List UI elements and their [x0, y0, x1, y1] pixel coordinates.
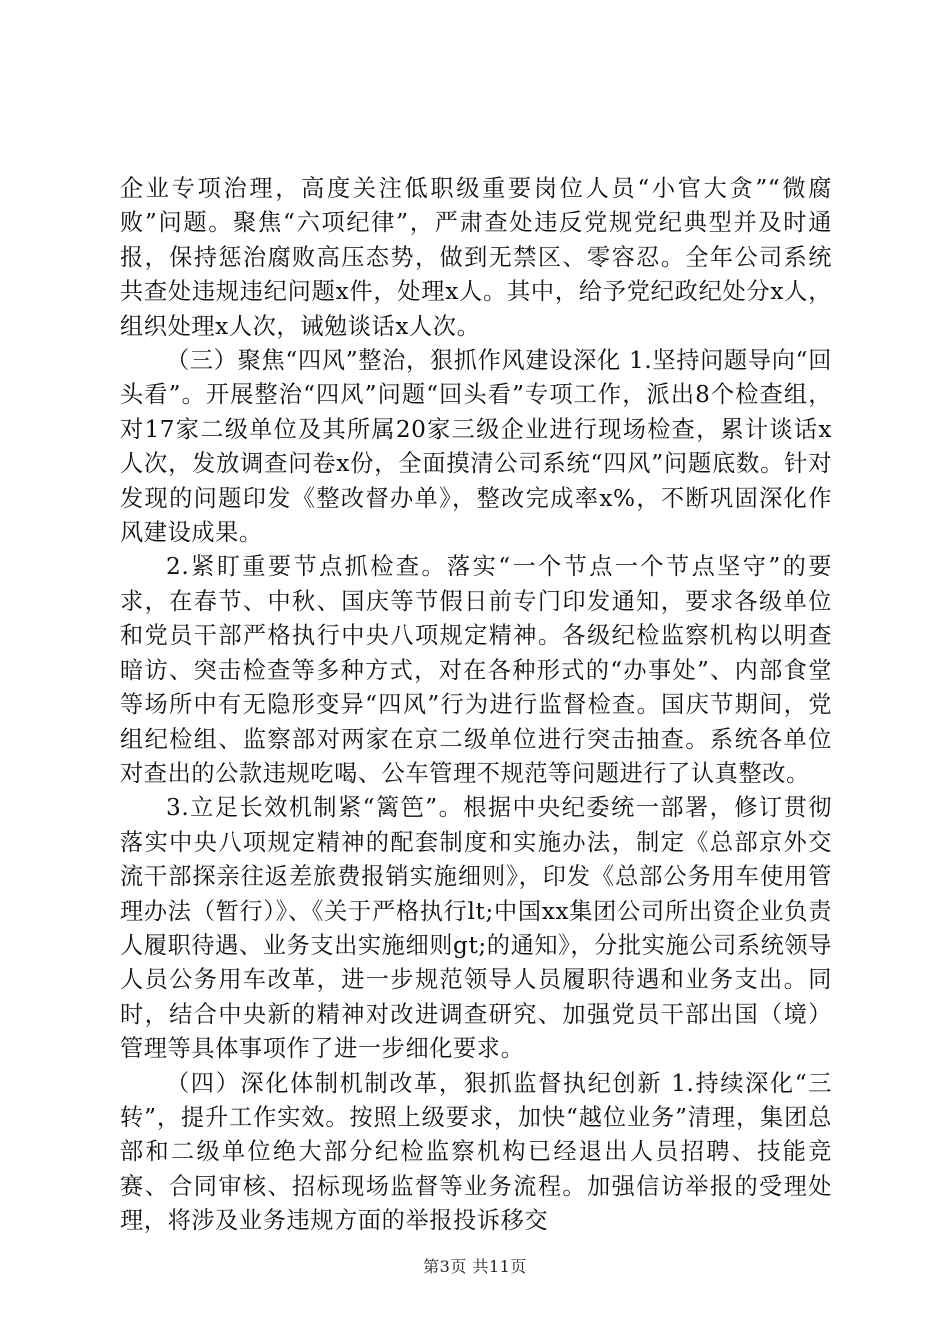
- paragraph-section-four: （四）深化体制机制改革，狠抓监督执纪创新 1.持续深化“三转”，提升工作实效。按照上级要求，加快“越位业务”清理，集团总部和二级单位绝大部分纪检监察机构已经退出人员招聘、技能竞赛、合同审核、招标现场监督等业务流程。加强信访举报的受理处理，将涉及业务违规方面的举报投诉移交: [120, 1069, 832, 1235]
- paragraph-item-two: 2.紧盯重要节点抓检查。落实“一个节点一个节点坚守”的要求，在春节、中秋、国庆等节假日前专门印发通知，要求各级单位和党员干部严格执行中央八项规定精神。各级纪检监察机构以明查暗访、突击检查等多种方式，对在各种形式的“办事处”、内部食堂等场所中有无隐形变异“四风”行为进行监督检查。国庆节期间，党组纪检组、监察部对两家在京二级单位进行突击抽查。系统各单位对查出的公款违规吃喝、公车管理不规范等问题进行了认真整改。: [120, 553, 832, 787]
- paragraph-item-three: 3.立足长效机制紧“篱笆”。根据中央纪委统一部署，修订贯彻落实中央八项规定精神的配套制度和实施办法，制定《总部京外交流干部探亲往返差旅费报销实施细则》，印发《总部公务用车使用管理办法（暂行）》、《关于严格执行lt;中国xx集团公司所出资企业负责人履职待遇、业务支出实施细则gt;的通知》，分批实施公司系统领导人员公务用车改革，进一步规范领导人员履职待遇和业务支出。同时，结合中央新的精神对改进调查研究、加强党员干部出国（境）管理等具体事项作了进一步细化要求。: [120, 794, 833, 1063]
- document-body: [120, 172, 832, 1239]
- page-footer: 第3页 共11页: [423, 1257, 527, 1276]
- paragraph-section-three: （三）聚焦“四风”整治，狠抓作风建设深化 1.坚持问题导向“回头看”。开展整治“四风”问题“回头看”专项工作，派出8个检查组，对17家二级单位及其所属20家三级企业进行现场检查，累计谈话x人次，发放调查问卷x份，全面摸清公司系统“四风”问题底数。针对发现的问题印发《整改督办单》，整改完成率x%，不断巩固深化作风建设成果。: [120, 347, 832, 547]
- paragraph-continuation: 企业专项治理，高度关注低职级重要岗位人员“小官大贪”“微腐败”问题。聚焦“六项纪律”，严肃查处违反党规党纪典型并及时通报，保持惩治腐败高压态势，做到无禁区、零容忍。全年公司系统共查处违规违纪问题x件，处理x人。其中，给予党纪政纪处分x人，组织处理x人次，诫勉谈话x人次。: [120, 175, 832, 340]
